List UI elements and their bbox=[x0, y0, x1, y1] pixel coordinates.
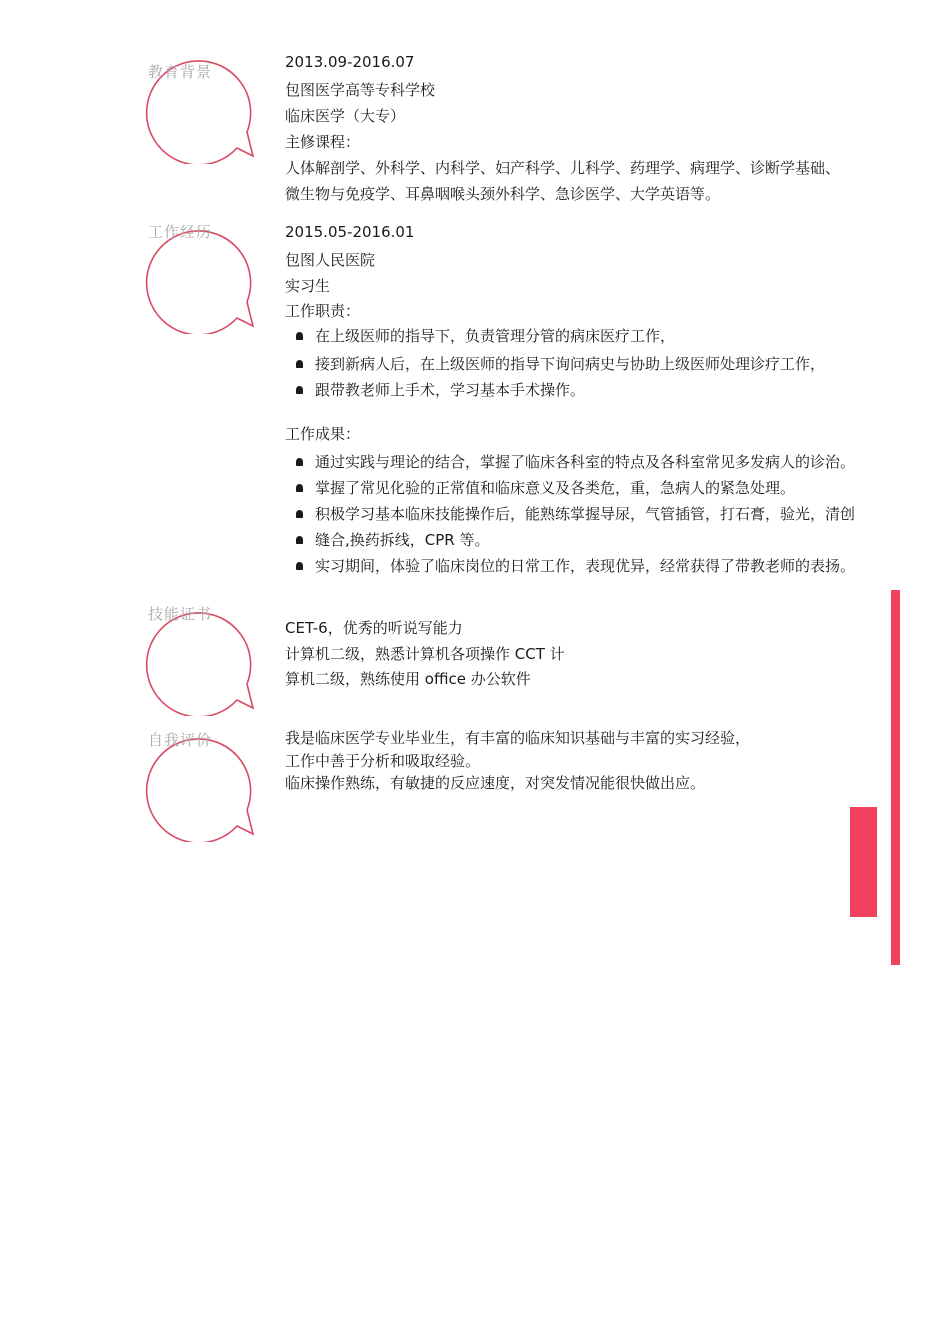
bullet-icon bbox=[296, 536, 303, 544]
accent-vertical-bar bbox=[891, 590, 900, 965]
work-position: 实习生 bbox=[285, 277, 331, 295]
bullet-icon bbox=[296, 484, 303, 492]
section-title-self-eval: 自我评价 bbox=[148, 731, 213, 749]
bullet-icon bbox=[296, 386, 303, 394]
self-eval-line: 工作中善于分析和吸取经验。 bbox=[285, 752, 481, 770]
courses-line-2: 微生物与免疫学、耳鼻咽喉头颈外科学、急诊医学、大学英语等。 bbox=[285, 185, 721, 203]
education-school: 包图医学高等专科学校 bbox=[285, 81, 436, 99]
accent-block bbox=[850, 807, 877, 917]
result-item: 积极学习基本临床技能操作后，能熟练掌握导尿，气管插管，打石膏，验光，清创 bbox=[285, 504, 855, 524]
bullet-icon bbox=[296, 360, 303, 368]
courses-label: 主修课程： bbox=[285, 133, 361, 151]
duties-label: 工作职责： bbox=[285, 302, 361, 320]
duty-item: 跟带教老师上手术，学习基本手术操作。 bbox=[285, 380, 585, 400]
bullet-icon bbox=[296, 562, 303, 570]
education-major: 临床医学（大专） bbox=[285, 107, 406, 125]
skill-line: 计算机二级，熟悉计算机各项操作 CCT 计 bbox=[285, 645, 565, 663]
result-item: 通过实践与理论的结合，掌握了临床各科室的特点及各科室常见多发病人的诊治。 bbox=[285, 452, 855, 472]
skill-line: CET-6，优秀的听说写能力 bbox=[285, 619, 463, 637]
work-company: 包图人民医院 bbox=[285, 251, 376, 269]
duty-item: 在上级医师的指导下，负责管理分管的病床医疗工作， bbox=[285, 326, 675, 346]
self-eval-line: 临床操作熟练，有敏捷的反应速度，对突发情况能很快做出应。 bbox=[285, 774, 706, 792]
result-item: 缝合,换药拆线，CPR 等。 bbox=[285, 530, 489, 550]
skill-line: 算机二级，熟练使用 office 办公软件 bbox=[285, 670, 531, 688]
work-period: 2015.05-2016.01 bbox=[285, 223, 415, 241]
duty-item: 接到新病人后，在上级医师的指导下询问病史与协助上级医师处理诊疗工作， bbox=[285, 354, 825, 374]
section-title-work: 工作经历 bbox=[148, 223, 213, 241]
bullet-icon bbox=[296, 510, 303, 518]
bullet-icon bbox=[296, 458, 303, 466]
result-item: 掌握了常见化验的正常值和临床意义及各类危，重，急病人的紧急处理。 bbox=[285, 478, 795, 498]
self-eval-line: 我是临床医学专业毕业生，有丰富的临床知识基础与丰富的实习经验， bbox=[285, 729, 751, 747]
section-title-education: 教育背景 bbox=[148, 63, 213, 81]
section-title-skills: 技能证书 bbox=[148, 605, 213, 623]
education-period: 2013.09-2016.07 bbox=[285, 53, 415, 71]
bullet-icon bbox=[296, 332, 303, 340]
result-item: 实习期间，体验了临床岗位的日常工作，表现优异，经常获得了带教老师的表扬。 bbox=[285, 556, 855, 576]
courses-line-1: 人体解剖学、外科学、内科学、妇产科学、儿科学、药理学、病理学、诊断学基础、 bbox=[285, 159, 841, 177]
results-label: 工作成果： bbox=[285, 425, 361, 443]
